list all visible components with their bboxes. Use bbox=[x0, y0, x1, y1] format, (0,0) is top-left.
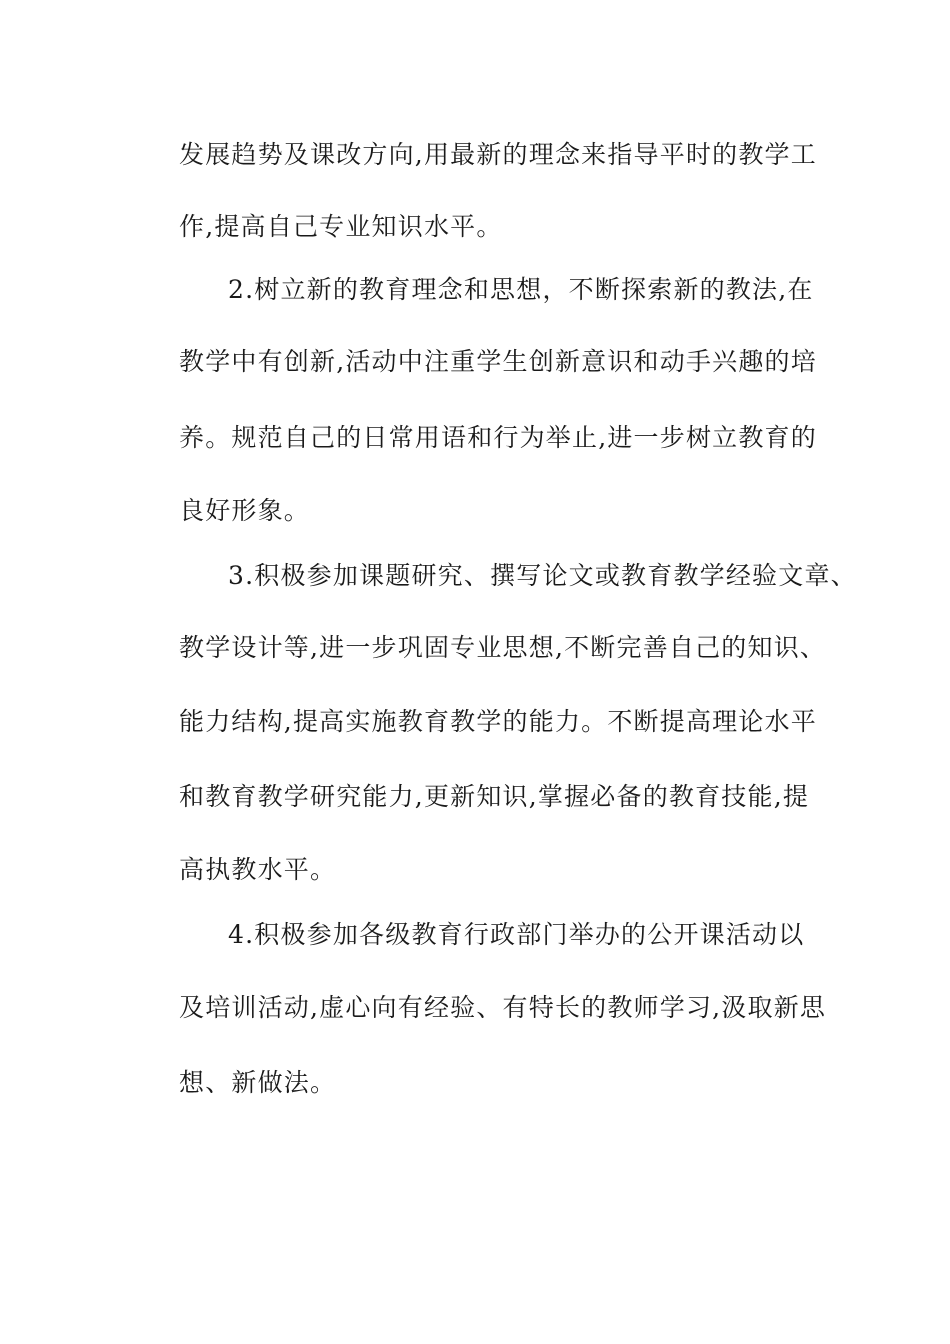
paragraph-1-line-2: 作,提高自己专业知识水平。 bbox=[179, 212, 503, 241]
paragraph-3-line-1: 3.积极参加课题研究、撰写论文或教育教学经验文章、 bbox=[228, 561, 857, 590]
paragraph-1-line-1: 发展趋势及课改方向,用最新的理念来指导平时的教学工 bbox=[179, 140, 817, 169]
paragraph-4-line-3: 想、新做法。 bbox=[179, 1068, 337, 1097]
paragraph-3-line-5: 高执教水平。 bbox=[179, 855, 337, 884]
paragraph-4-line-2: 及培训活动,虚心向有经验、有特长的教师学习,汲取新思 bbox=[179, 993, 827, 1022]
paragraph-3-line-3: 能力结构,提高实施教育教学的能力。不断提高理论水平 bbox=[179, 707, 817, 736]
paragraph-2-line-1: 2.树立新的教育理念和思想，不断探索新的教法,在 bbox=[228, 275, 814, 304]
paragraph-2-line-2: 教学中有创新,活动中注重学生创新意识和动手兴趣的培 bbox=[179, 347, 817, 376]
paragraph-3-line-4: 和教育教学研究能力,更新知识,掌握必备的教育技能,提 bbox=[179, 782, 810, 811]
paragraph-4-line-1: 4.积极参加各级教育行政部门举办的公开课活动以 bbox=[228, 920, 805, 949]
paragraph-2-line-4: 良好形象。 bbox=[179, 496, 311, 525]
paragraph-2-line-3: 养。规范自己的日常用语和行为举止,进一步树立教育的 bbox=[179, 423, 817, 452]
paragraph-3-line-2: 教学设计等,进一步巩固专业思想,不断完善自己的知识、 bbox=[179, 633, 827, 662]
